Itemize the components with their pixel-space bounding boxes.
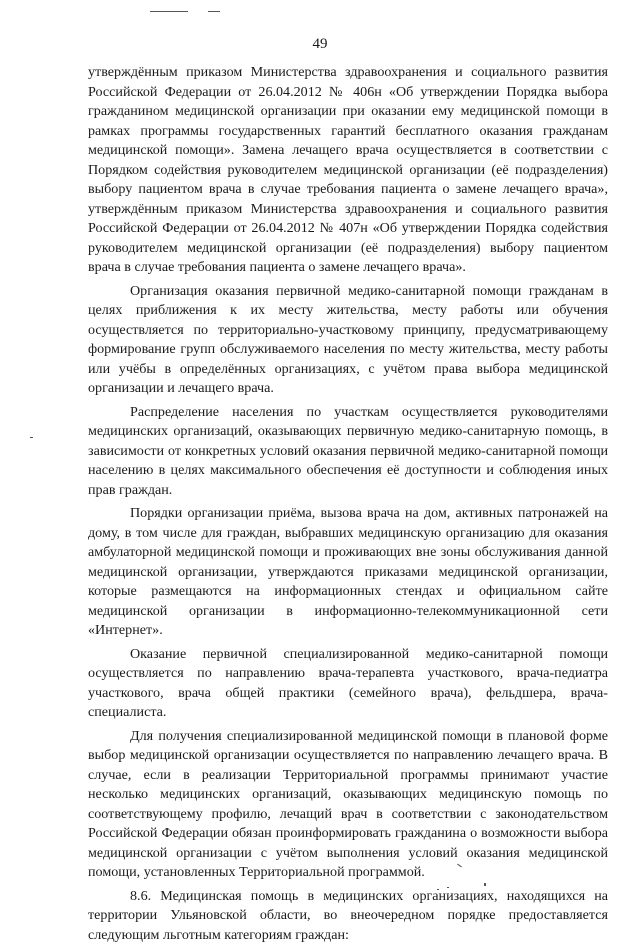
document-body xyxy=(88,63,608,945)
scan-artifact-top-2 xyxy=(208,11,220,12)
paragraph-4: Порядки организации приёма, вызова врача на дом, активных патронажей на дому, в том числе для граждан, выбравших медицинскую организацию для оказания амбулаторной медицинской помощи и проживающих вне зоны обслуживания данной медицинской организации, утверждаются приказами медицинской организации, которые размещаются на информационных стендах и официальном сайте медицинской организации в информационно-телекоммуникационной сети «Интернет». xyxy=(88,504,608,641)
scan-artifact-top xyxy=(150,11,188,12)
paragraph-7: 8.6. Медицинская помощь в медицинских организациях, находящихся на территории Ульяновской области, во внеочередном порядке предоставляется следующим льготным категориям граждан: xyxy=(88,887,608,945)
scan-artifact-left xyxy=(30,437,33,438)
page-number: 49 xyxy=(0,36,640,53)
paragraph-5: Оказание первичной специализированной медико-санитарной помощи осуществляется по направлению врача-терапевта участкового, врача-педиатра участкового, врача общей практики (семейного врача), фельдшера, врача-специалиста. xyxy=(88,645,608,723)
paragraph-6: Для получения специализированной медицинской помощи в плановой форме выбор медицинской организации осуществляется по направлению лечащего врача. В случае, если в реализации Территориальной программы принимают участие несколько медицинских организаций, оказывающих медицинскую помощь по соответствующему профилю, лечащий врач в соответствии с законодательством Российской Федерации обязан проинформировать гражданина о возможности выбора медицинской организации с учётом выполнения условий оказания медицинской помощи, установленных Территориальной программой. xyxy=(88,727,608,883)
paragraph-2: Организация оказания первичной медико-санитарной помощи гражданам в целях приближения к их месту жительства, месту работы или обучения осуществляется по территориально-участковому принципу, предусматривающему формирование групп обслуживаемого населения по месту жительства, месту работы или учёбы в определённых организациях, с учётом права выбора медицинской организации и лечащего врача. xyxy=(88,282,608,399)
paragraph-3: Распределение населения по участкам осуществляется руководителями медицинских организаций, оказывающих первичную медико-санитарную помощь, в зависимости от конкретных условий оказания первичной медико-санитарной помощи населению в целях максимального обеспечения её доступности и соблюдения иных прав граждан. xyxy=(88,403,608,501)
paragraph-1: утверждённым приказом Министерства здравоохранения и социального развития Российской Федерации от 26.04.2012 № 406н «Об утверждении Порядка выбора гражданином медицинской организации при оказании ему медицинской помощи в рамках программы государственных гарантий бесплатного оказания гражданам медицинской помощи». Замена лечащего врача осуществляется в соответствии с Порядком содействия руководителем медицинской организации (её подразделения) выбору пациентом врача в случае требования пациента о замене лечащего врача», утверждённым приказом Министерства здравоохранения и социального развития Российской Федерации от 26.04.2012 № 407н «Об утверждении Порядка содействия руководителем медицинской организации (её подразделения) выбору пациентом врача в случае требования пациента о замене лечащего врача». xyxy=(88,63,608,278)
